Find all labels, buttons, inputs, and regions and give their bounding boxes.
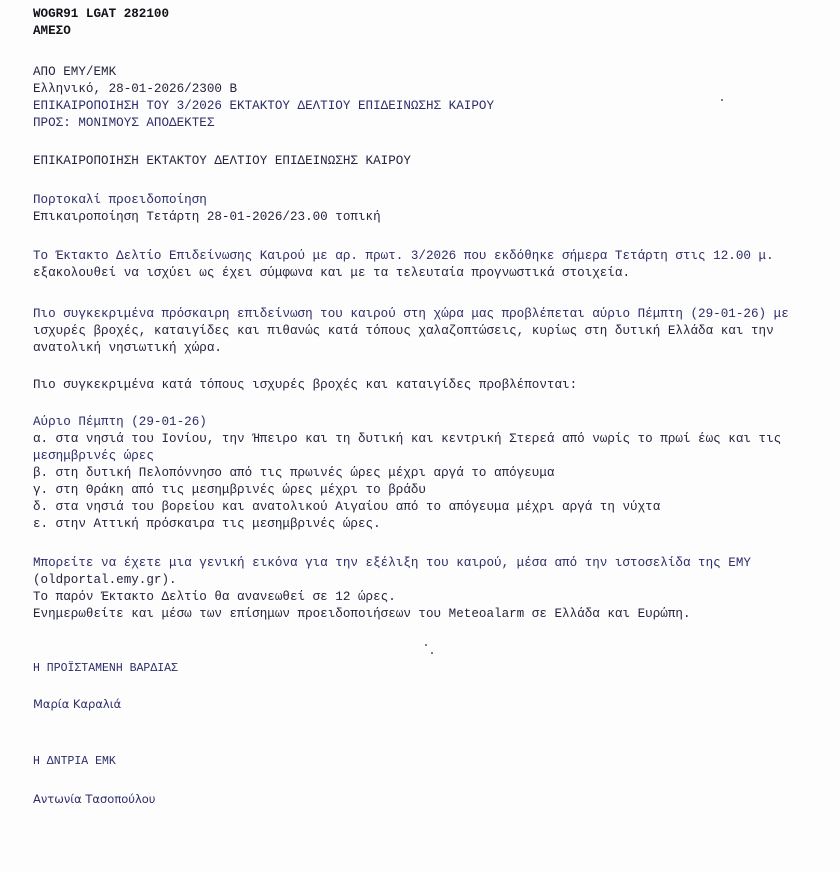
list-item: μεσημβρινές ώρες: [33, 449, 154, 463]
website-link: (oldportal.emy.gr).: [33, 573, 177, 587]
closing-line: Ενημερωθείτε και μέσω των επίσημων προειδοποιήσεων του Meteoalarm σε Ελλάδα και Ευρώπη.: [33, 607, 691, 621]
list-item: δ. στα νησιά του βορείου και ανατολικού Αιγαίου από το απόγευμα μέχρι αργά τη νύχτα: [33, 500, 661, 514]
message-code: WOGR91 LGAT 282100: [33, 7, 170, 21]
closing-line: Μπορείτε να έχετε μια γενική εικόνα για την εξέλιξη του καιρού, μέσα από την ιστοσελίδα της ΕΜΥ: [33, 556, 751, 570]
place-date: Ελληνικό, 28-01-2026/2300 Β: [33, 82, 238, 96]
forecast-day: Αύριο Πέμπτη (29-01-26): [33, 415, 207, 429]
list-item: β. στη δυτική Πελοπόννησο από τις πρωινές ώρες μέχρι αργά το απόγευμα: [33, 466, 555, 480]
signature-role: Η ΔΝΤΡΙΑ ΕΜΚ: [33, 755, 116, 768]
scan-speck: [721, 99, 723, 101]
warning-level: Πορτοκαλί προειδοποίηση: [33, 193, 207, 207]
signature-name: Μαρία Καραλιά: [33, 697, 122, 711]
priority: ΑΜΕΣΟ: [33, 24, 71, 38]
list-item: α. στα νησιά του Ιονίου, την Ήπειρο και τη δυτική και κεντρική Στερεά από νωρίς το πρωί έως και τις: [33, 432, 782, 446]
signature-name: Αντωνία Τασοπούλου: [33, 792, 156, 806]
subject: ΕΠΙΚΑΙΡΟΠΟΙΗΣΗ ΤΟΥ 3/2026 ΕΚΤΑΚΤΟΥ ΔΕΛΤΙΟΥ ΕΠΙΔΕΙΝΩΣΗΣ ΚΑΙΡΟΥ: [33, 99, 495, 113]
closing-line: Το παρόν Έκτακτο Δελτίο θα ανανεωθεί σε 12 ώρες.: [33, 590, 396, 604]
paragraph-line: Πιο συγκεκριμένα κατά τόπους ισχυρές βροχές και καταιγίδες προβλέπονται:: [33, 378, 578, 392]
paragraph-line: ισχυρές βροχές, καταιγίδες και πιθανώς κατά τόπους χαλαζοπτώσεις, κυρίως στη δυτική Ελλάδα και την: [33, 324, 774, 338]
scan-speck: [425, 644, 427, 646]
paragraph-line: ανατολική νησιωτική χώρα.: [33, 341, 222, 355]
list-item: γ. στη Θράκη από τις μεσημβρινές ώρες μέχρι το βράδυ: [33, 483, 426, 497]
paragraph-line: εξακολουθεί να ισχύει ως έχει σύμφωνα και με τα τελευταία προγνωστικά στοιχεία.: [33, 266, 631, 280]
paragraph-line: Το Έκτακτο Δελτίο Επιδείνωσης Καιρού με αρ. πρωτ. 3/2026 που εκδόθηκε σήμερα Τετάρτη στις 12.00 μ.: [33, 249, 774, 263]
document-title: ΕΠΙΚΑΙΡΟΠΟΙΗΣΗ ΕΚΤΑΚΤΟΥ ΔΕΛΤΙΟΥ ΕΠΙΔΕΙΝΩΣΗΣ ΚΑΙΡΟΥ: [33, 154, 411, 168]
sender: ΑΠΟ ΕΜΥ/ΕΜΚ: [33, 65, 117, 79]
paragraph-line: Πιο συγκεκριμένα πρόσκαιρη επιδείνωση του καιρού στη χώρα μας προβλέπεται αύριο Πέμπτη (29-01-26) με: [33, 307, 789, 321]
scan-speck: [431, 652, 433, 654]
signature-role: Η ΠΡΟΪΣΤΑΜΕΝΗ ΒΑΡΔΙΑΣ: [33, 662, 178, 675]
list-item: ε. στην Αττική πρόσκαιρα τις μεσημβρινές ώρες.: [33, 517, 381, 531]
recipients: ΠΡΟΣ: ΜΟΝΙΜΟΥΣ ΑΠΟΔΕΚΤΕΣ: [33, 116, 215, 130]
update-time: Επικαιροποίηση Τετάρτη 28-01-2026/23.00 τοπική: [33, 210, 381, 224]
